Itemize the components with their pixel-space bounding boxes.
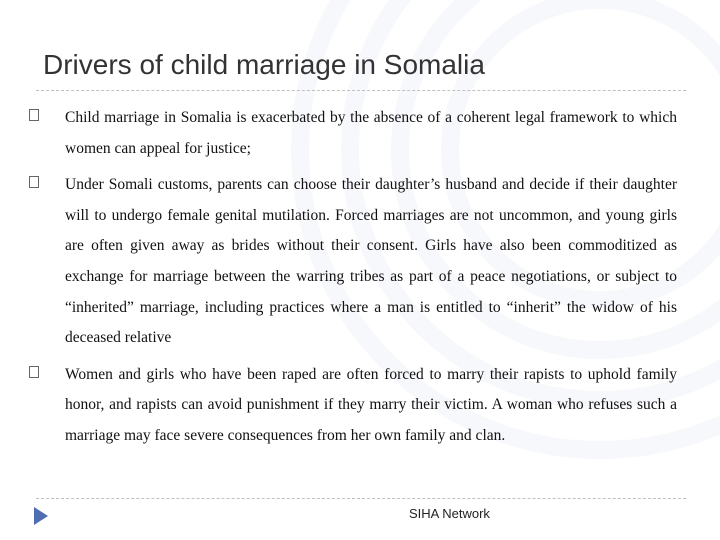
bullet-item: [29, 103, 677, 164]
bullet-text: Child marriage in Somalia is exacerbated by the absence of a coherent legal framework to which women can appeal for justice;: [65, 109, 677, 157]
title-divider: [36, 90, 686, 91]
bullet-item: [29, 360, 677, 452]
footer-text: SIHA Network: [409, 506, 490, 521]
bullet-item: [29, 170, 677, 354]
bullet-text: Women and girls who have been raped are often forced to marry their rapists to uphold family honor, and rapists can avoid punishment if they marry their victim. A woman who refuses such a marriage may face severe consequences from her own family and clan.: [65, 365, 677, 444]
footer-divider: [36, 498, 686, 499]
triangle-arrow-icon: [34, 507, 48, 525]
square-bullet-icon: [29, 176, 39, 188]
square-bullet-icon: [29, 109, 39, 121]
bullet-list: [29, 103, 677, 458]
bullet-text: Under Somali customs, parents can choose their daughter’s husband and decide if their daughter will to undergo female genital mutilation. Forced marriages are not uncommon, and young girls are often given away as brides without their consent. Girls have also been commoditized as exchange for marriage between the warring tribes as part of a peace negotiations, or subject to “inherited” marriage, including practices where a man is entitled to “inherit” the widow of his deceased relative: [65, 176, 677, 347]
square-bullet-icon: [29, 366, 39, 378]
slide-title: Drivers of child marriage in Somalia: [43, 49, 485, 80]
